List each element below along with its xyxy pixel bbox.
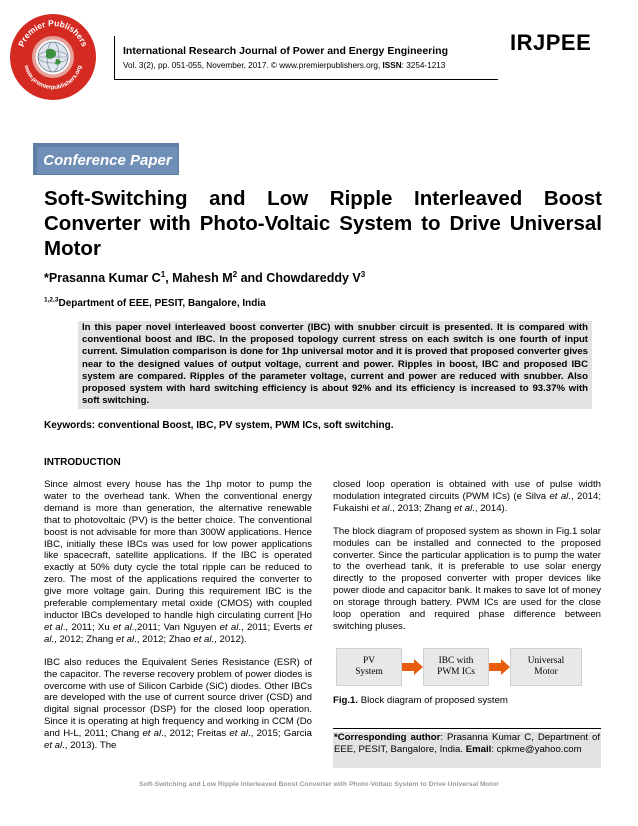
header-divider: [114, 79, 498, 80]
text-run: ., 2013). The: [62, 740, 117, 752]
text-run: ., 2015; Garcia: [248, 728, 313, 740]
text-run-italic: et al: [193, 633, 212, 645]
text-run: ., 2014).: [472, 502, 508, 514]
logo-text: Premier Publishers: [16, 17, 90, 49]
block-diagram: [332, 648, 599, 688]
text-run: ., 2011; Everts: [238, 621, 304, 633]
arrow-right-icon: [402, 659, 423, 675]
author-2: , Mahesh M: [165, 271, 233, 285]
body-column-left: [44, 479, 312, 763]
arrow-right-icon: [489, 659, 510, 675]
block-label: PWM ICs: [437, 667, 475, 677]
author-1-sup: 1: [160, 269, 166, 279]
journal-title: International Research Journal of Power and Energy Engineering: [123, 45, 448, 57]
paragraph: [333, 479, 601, 515]
corresponding-label: *Corresponding author: [334, 732, 441, 743]
email-address: : cpkme@yahoo.com: [491, 743, 582, 755]
block-label: Universal: [527, 656, 565, 666]
text-run-italic: et al: [44, 621, 313, 645]
text-run: Since almost every house has the 1hp motor to pump the water to the overhead tank. When the conventional energy demand is more than generation, the alternative renewable that to photovoltaic (PV) is the better choice. The conventional boost is not advisable for more than 300W applications. Hence IBC, initially these IBCs was used for low power applications like spacecraft, satellite applications. If the IBC is operated exactly at 50% duty cycle the total ripple can be reduced to zero. The most of the applications required the converter to give more voltage gain. During this requirement IBC is the preferable complementary metal oxide (CMOS) with coupled inductor IBCs developed to handle high circulating current [Ho: [44, 479, 312, 621]
journal-abbreviation: IRJPEE: [510, 30, 592, 55]
abstract: In this paper novel interleaved boost converter (IBC) with snubber circuit is presented. It is compared with conventional boost and IBC. In the proposed topology current stress on each switch is one fourth of input current. Simulation comparison is done for 1hp universal motor and it is proved that proposed converter gives near to the designed values of output voltage, current and power. Ripples in boost, IBC and proposed IBC system are compared. Ripples of the parameter voltage, current and power are reduced with snubber. Also proposed system with hard switching efficiency is about 92% and its efficiency is increased to 93.37% with soft switching.: [78, 321, 592, 409]
text-run-italic: et al: [112, 621, 132, 633]
author-3-sup: 3: [360, 269, 366, 279]
text-run-italic: et al: [44, 621, 63, 633]
diagram-block-pv-system: [336, 648, 402, 686]
text-run: ., 2012; Zhao: [134, 633, 194, 645]
text-run-italic: et al: [219, 621, 239, 633]
block-label: PV: [363, 656, 375, 666]
journal-meta: [123, 61, 445, 70]
diagram-block-ibc: [423, 648, 489, 686]
text-run: ., 2011; Xu: [62, 621, 113, 633]
section-heading: INTRODUCTION: [44, 457, 121, 468]
text-run-italic: et al: [116, 633, 135, 645]
logo-url: www.premierpublishers.org: [22, 64, 84, 92]
text-run-italic: et al: [44, 740, 63, 752]
affiliation-text: Department of EEE, PESIT, Bangalore, India: [58, 298, 266, 309]
paragraph: The block diagram of proposed system as shown in Fig.1 solar modules can be installed and connected to the proposed converter. Since the particular application is to pump the water to the overhead tank, it is preferable to use solar energy directly to the proposed converter with proper devices like power diode and capacitor bank. It makes to save lot of money on storage through battery. PWM ICs are used for the close loop operation and required phase difference between switching pluses.: [333, 525, 601, 632]
paper-title: Soft-Switching and Low Ripple Interleaved Boost Converter with Photo-Voltaic System to Drive Universal Motor: [44, 187, 602, 260]
text-run: ., 2013; Zhang: [389, 502, 455, 514]
author-3: and Chowdareddy V: [237, 271, 361, 285]
text-run-italic: et al: [371, 502, 390, 514]
paragraph: [44, 479, 312, 646]
header-divider-vertical: [114, 36, 115, 80]
globe-icon: [10, 14, 96, 100]
text-run-italic: et al: [549, 490, 569, 502]
text-run: ., 2012; Freitas: [161, 728, 230, 740]
paragraph: [44, 657, 312, 752]
affiliation: [44, 298, 266, 309]
text-run: ., 2012; Zhang: [51, 633, 117, 645]
corresponding-text: : Prasanna Kumar C, Department of EEE, PESIT, Bangalore, India.: [334, 732, 600, 755]
block-label: Motor: [534, 667, 558, 677]
text-run: closed loop operation is obtained with use of pulse width modulation integrated circuits (PWM ICs) (e Silva: [333, 479, 601, 502]
author-2-sup: 2: [232, 269, 238, 279]
body-column-right: [333, 479, 601, 644]
block-label: IBC with: [438, 656, 474, 666]
footnote-divider: [333, 728, 601, 729]
issn-value: : 3254-1213: [401, 61, 446, 70]
email-label: Email: [465, 743, 492, 755]
corresponding-author: [333, 732, 601, 768]
affiliation-sup: 1,2,3: [44, 296, 59, 304]
text-run-italic: et al: [142, 728, 162, 740]
keywords: Keywords: conventional Boost, IBC, PV system, PWM ICs, soft switching.: [44, 420, 394, 431]
text-run: ., 2012).: [211, 633, 247, 645]
paper-type-badge: Conference Paper: [37, 147, 178, 174]
figure-caption: [333, 695, 508, 706]
running-footer: Soft-Switching and Low Ripple Interleaved Boost Converter with Photo-Voltaic System to Drive Universal Motor: [139, 781, 499, 788]
journal-meta-text: Vol. 3(2), pp. 051-055, November, 2017. © www.premierpublishers.org,: [123, 61, 383, 70]
block-label: System: [355, 667, 383, 677]
publisher-logo: [10, 14, 96, 100]
authors: [44, 271, 365, 285]
text-run: .,2011; Van Nguyen: [131, 621, 220, 633]
author-1: *Prasanna Kumar C: [44, 271, 161, 285]
text-run: IBC also reduces the Equivalent Series Resistance (ESR) of the capacitor. The reverse recovery problem of power diodes is overcome with use of Silicon Carbide (SiC) diodes. Other IBCs are developed with the use of current source driver (CSD) and digital signal processor (DSP) for the closed loop operation. Since it is operating at high frequency and working in CCM (Do and H-L, 2011; Chang: [44, 656, 312, 740]
diagram-block-motor: [510, 648, 582, 686]
figure-caption-text: Block diagram of proposed system: [358, 695, 508, 706]
text-run: ., 2014; Fukaishi: [333, 490, 601, 514]
issn-label: ISSN: [382, 61, 402, 70]
figure-label: Fig.1.: [333, 695, 359, 706]
text-run-italic: et al: [454, 502, 473, 514]
text-run-italic: et al: [229, 728, 249, 740]
